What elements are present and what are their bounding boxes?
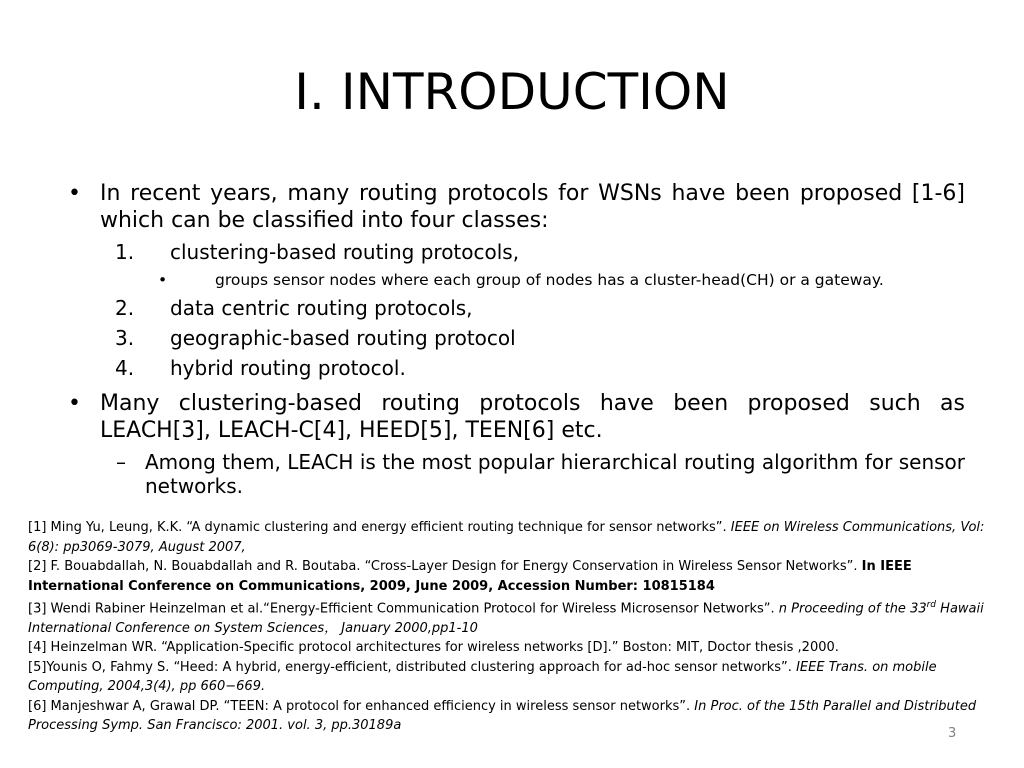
reference-item — [28, 658, 990, 697]
reference-source: Hawaii International Conference on System Sciences， January 2000,pp1-10 — [28, 601, 984, 636]
numbered-item — [60, 326, 965, 350]
bullet-item — [60, 390, 965, 444]
reference-item — [28, 557, 990, 596]
reference-source: In IEEE International Conference on Communications, 2009, June 2009, Accession Number: 10815184 — [28, 559, 912, 594]
reference-text: [3] Wendi Rabiner Heinzelman et al.“Energy-Efficient Communication Protocol for Wireless Microsensor Networks”. — [28, 601, 779, 617]
reference-text: [1] Ming Yu, Leung, K.K. “A dynamic clustering and energy efficient routing technique for sensor networks”. — [28, 520, 731, 535]
bullet-icon: • — [158, 271, 168, 289]
item-number: 4. — [115, 356, 135, 380]
slide-title: I. INTRODUCTION — [294, 63, 730, 121]
reference-text: [2] F. Bouabdallah, N. Bouabdallah and R. Boutaba. “Cross-Layer Design for Energy Conservation in Wireless Sensor Networks”. — [28, 559, 862, 574]
reference-source: In Proc. of the 15th Parallel and Distributed Processing Symp. San Francisco: 2001. vol. 3, pp.30189a — [28, 698, 977, 734]
bullet-text: In recent years, many routing protocols for WSNs have been proposed [1-6] which can be classified into four classes: — [100, 181, 965, 233]
item-number: 1. — [115, 240, 135, 264]
reference-item — [28, 638, 990, 658]
reference-text: [4] Heinzelman WR. “Application-Specific protocol architectures for wireless networks [D].” Boston: MIT, Doctor thesis ,2000. — [28, 640, 839, 656]
page-number: 3 — [948, 726, 957, 741]
reference-item — [28, 518, 990, 557]
bullet-item — [60, 180, 965, 234]
numbered-item — [60, 240, 965, 264]
reference-item — [28, 596, 990, 638]
dash-text: Among them, LEACH is the most popular hierarchical routing algorithm for sensor networks. — [145, 450, 965, 498]
bullet-icon: • — [68, 181, 81, 206]
item-text: data centric routing protocols, — [170, 296, 473, 320]
item-text: clustering-based routing protocols, — [170, 240, 520, 264]
references — [28, 518, 990, 736]
bullet-text: Many clustering-based routing protocols have been proposed such as LEACH[3], LEACH-C[4], HEED[5], TEEN[6] etc. — [100, 391, 965, 443]
item-text: hybrid routing protocol. — [170, 356, 406, 380]
dash-item — [60, 450, 965, 498]
reference-source: n Proceeding of the 33 — [778, 601, 927, 617]
sub-bullet-text: groups sensor nodes where each group of nodes has a cluster-head(CH) or a gateway. — [215, 271, 884, 289]
reference-source: IEEE Trans. on mobile Computing, 2004,3(4), pp 660−669. — [28, 659, 937, 695]
reference-item — [28, 697, 990, 736]
numbered-item — [60, 356, 965, 380]
item-text: geographic-based routing protocol — [170, 326, 516, 350]
item-number: 2. — [115, 296, 135, 320]
reference-source: IEEE on Wireless Communications, Vol: 6(8): pp3069-3079, August 2007, — [28, 520, 985, 555]
numbered-item — [60, 296, 965, 320]
item-number: 3. — [115, 326, 135, 350]
reference-text: [5]Younis O, Fahmy S. “Heed: A hybrid, energy-efficient, distributed clustering approach for ad-hoc sensor networks”. — [28, 659, 797, 675]
reference-text: [6] Manjeshwar A, Grawal DP. “TEEN: A protocol for enhanced efficiency in wireless sensor networks”. — [28, 698, 695, 714]
sub-bullet-item — [60, 270, 965, 290]
reference-superscript: rd — [926, 600, 937, 610]
dash-icon: – — [116, 450, 126, 474]
slide-content — [60, 180, 965, 498]
bullet-icon: • — [68, 391, 81, 416]
